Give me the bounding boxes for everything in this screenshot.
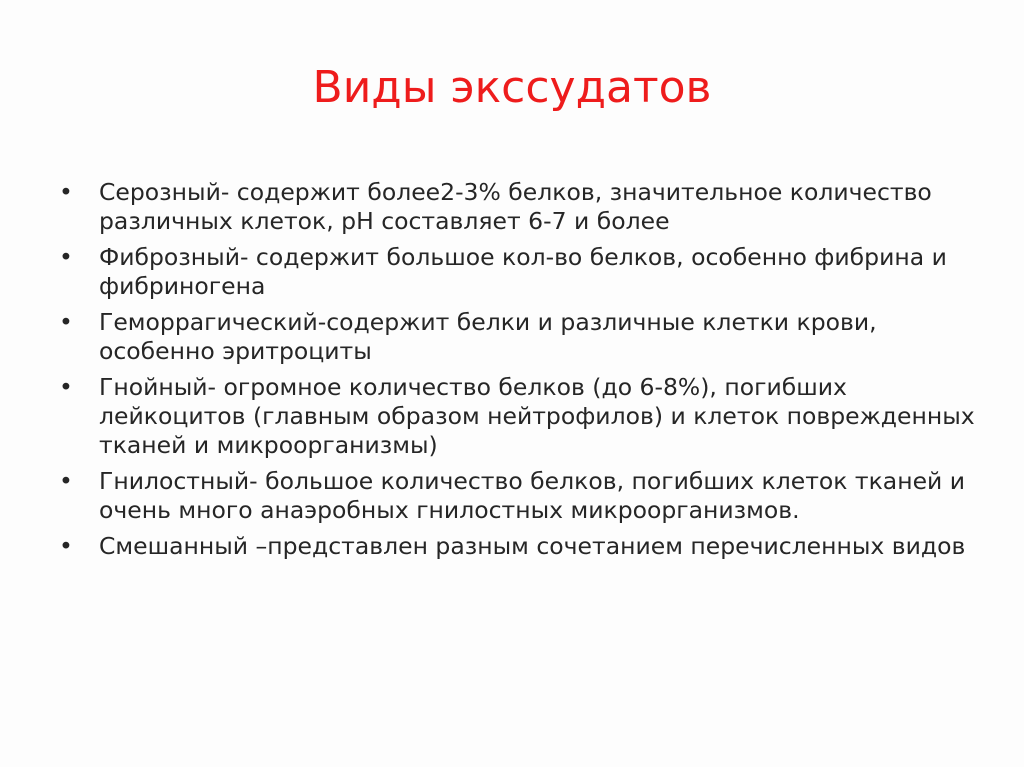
bullet-point-icon: • <box>59 243 73 271</box>
bullet-text: Смешанный –представлен разным сочетанием перечисленных видов <box>99 532 966 560</box>
slide-title: Виды экссудатов <box>312 62 712 113</box>
bullet-item-hemorrhagic <box>56 308 976 366</box>
bullet-item-serous <box>56 178 976 236</box>
bullet-point-icon: • <box>59 467 73 495</box>
bullet-text: Геморрагический-содержит белки и различные клетки крови, особенно эритроциты <box>99 308 877 365</box>
bullet-item-fibrous <box>56 243 976 301</box>
bullet-item-purulent <box>56 373 976 460</box>
bullet-text: Гнойный- огромное количество белков (до 6-8%), погибших лейкоцитов (главным образом нейтрофилов) и клеток поврежденных тканей и микроорганизмы) <box>99 373 975 459</box>
bullet-text: Гнилостный- большое количество белков, погибших клеток тканей и очень много анаэробных гнилостных микроорганизмов. <box>99 467 966 524</box>
bullet-item-mixed <box>56 532 976 561</box>
bullet-point-icon: • <box>59 373 73 401</box>
bullet-point-icon: • <box>59 532 73 560</box>
bullet-text: Серозный- содержит более2-3% белков, значительное количество различных клеток, рН составляет 6-7 и более <box>99 178 932 235</box>
bullet-text: Фиброзный- содержит большое кол-во белков, особенно фибрина и фибриногена <box>99 243 947 300</box>
bullet-list <box>56 178 976 568</box>
bullet-point-icon: • <box>59 308 73 336</box>
bullet-point-icon: • <box>59 178 73 206</box>
bullet-item-putrefactive <box>56 467 976 525</box>
